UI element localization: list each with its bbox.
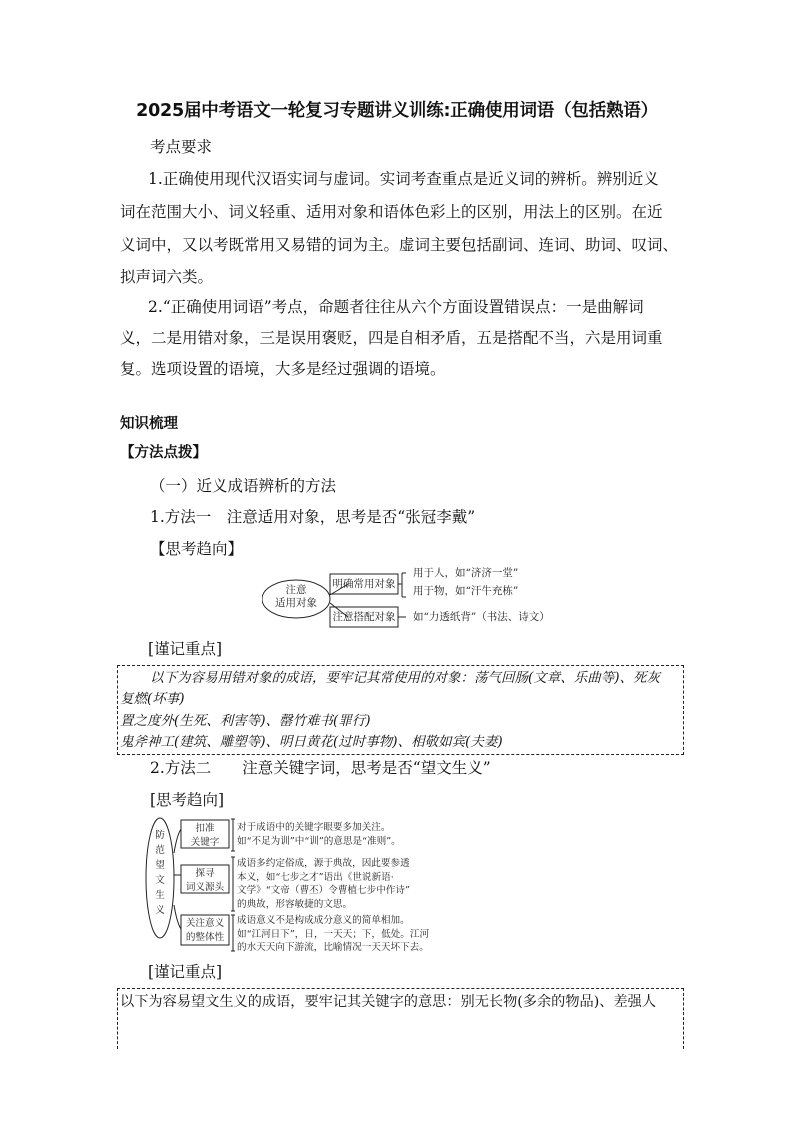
diagram2-branch-key-words: 扣准 关键字 <box>190 823 220 848</box>
box1-line1: 以下为容易用错对象的成语，要牢记其常使用的对象：荡气回肠(文章、乐曲等)、死灰 <box>150 670 661 686</box>
note-heading-1: [谨记重点] <box>148 640 223 658</box>
diagram2-branch1-text: 对于成语中的关键字眼要多加关注。 如“不足为训”中“训”的意思是“准则”。 <box>237 822 401 847</box>
method1-heading: 1.方法一 注意适用对象，思考是否“张冠李戴” <box>150 508 476 526</box>
think-direction-1: 【思考趋向】 <box>150 540 244 558</box>
diagram2-branch-whole-meaning: 关注意义 的整体性 <box>185 918 225 943</box>
think-direction-2: [思考趋向] <box>150 791 225 809</box>
diagram2-branch-origin: 探寻 词义源头 <box>185 868 225 893</box>
requirements-para1-line3: 义词中，又以考既常用又易错的词为主。虚词主要包括副词、连词、助词、叹词、 <box>120 236 679 254</box>
diagram1-branch-b: 注意搭配对象 <box>332 611 396 623</box>
requirements-para1-line2: 词在范围大小、词义轻重、适用对象和语体色彩上的区别，用法上的区别。在近 <box>120 203 663 221</box>
diagram2-root: 防 范 望 文 生 义 <box>155 830 165 916</box>
requirements-para2-line3: 复。选项设置的语境，大多是经过强调的语境。 <box>120 360 446 378</box>
diagram1-branch-a: 明确常用对象 <box>332 578 396 590</box>
note-heading-2: [谨记重点] <box>148 963 223 981</box>
diagram1-branch-a-item2: 用于物，如“汗牛充栋” <box>413 585 519 597</box>
sub-heading-1: （一）近义成语辨析的方法 <box>150 477 337 495</box>
box1-line2: 复燃(坏事) <box>120 691 185 707</box>
requirements-para1-line4: 拟声词六类。 <box>120 268 214 286</box>
diagram1-root: 注意 适用对象 <box>275 584 317 609</box>
knowledge-heading: 知识梳理 <box>120 416 178 432</box>
section-heading-requirements: 考点要求 <box>150 138 213 156</box>
method-heading: 【方法点拨】 <box>120 445 207 461</box>
method2-heading: 2.方法二 注意关键字词，思考是否“望文生义” <box>150 759 491 777</box>
diagram2-branch3-text: 成语意义不是构成成分意义的简单相加。 如“江河日下”，日，一天天；下，低处。江河 的水天天向下游流，比喻情况一天天坏下去。 <box>237 915 430 953</box>
box2-line1: 以下为容易望文生义的成语，要牢记其关键字的意思：别无长物(多余的物品)、差强人 <box>120 994 657 1010</box>
box1-line4: 鬼斧神工(建筑、雕塑等)、明日黄花(过时事物)、相敬如宾(夫妻) <box>120 734 503 750</box>
requirements-para1-line1: 1.正确使用现代汉语实词与虚词。实词考查重点是近义词的辨析。辨别近义 <box>148 170 659 188</box>
diagram1-branch-b-item: 如“力透纸背”（书法、诗文） <box>413 611 550 623</box>
requirements-para2-line1: 2.“正确使用词语”考点，命题者往往从六个方面设置错误点：一是曲解词 <box>148 298 644 316</box>
page-title: 2025届中考语文一轮复习专题讲义训练:正确使用词语（包括熟语） <box>136 101 658 121</box>
requirements-para2-line2: 义，二是用错对象，三是误用褒贬，四是自相矛盾，五是搭配不当，六是用词重 <box>120 329 663 347</box>
diagram2-branch2-text: 成语多约定俗成，源于典故，因此要参透 本义，如“七步之才”语出《世说新语· 文学》“文帝（曹丕）令曹植七步中作诗” 的典故，形容敏捷的文思。 <box>237 858 410 910</box>
box1-line3: 置之度外(生死、利害等)、罄竹难书(罪行) <box>120 713 371 729</box>
diagram1-branch-a-item1: 用于人，如“济济一堂” <box>413 567 519 579</box>
